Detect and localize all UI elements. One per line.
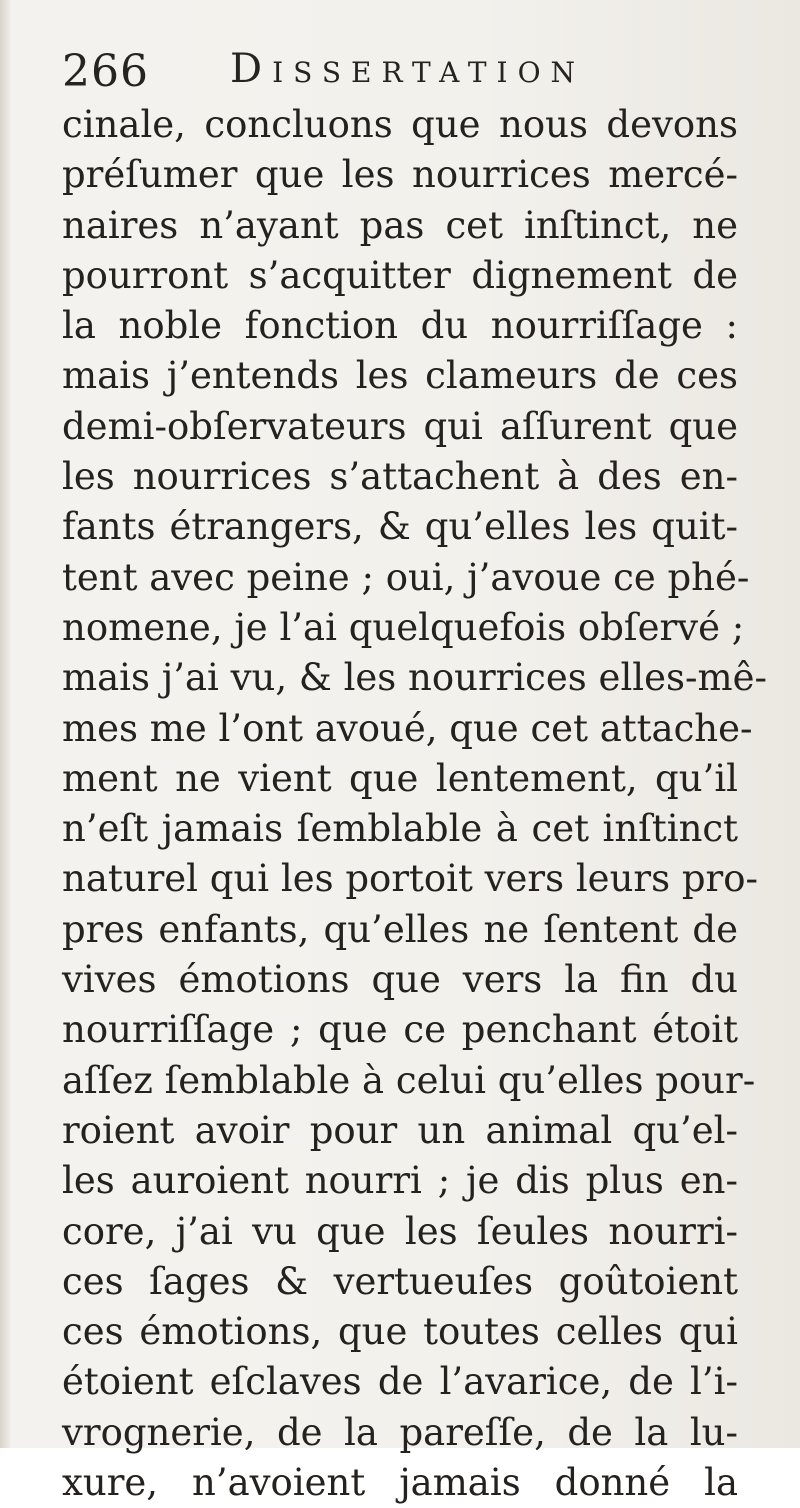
text-line: ces émotions, que toutes celles qui — [62, 1310, 738, 1354]
page-header — [62, 44, 762, 104]
text-line: core, j’ai vu que les ſeules nourri- — [62, 1209, 738, 1253]
text-line: naires n’ayant pas cet inſtinct, ne — [62, 203, 738, 247]
text-line: xure, n’avoient jamais donné la — [62, 1461, 738, 1505]
text-line: les nourrices s’attachent à des en- — [62, 455, 738, 499]
text-line: pres enfants, qu’elles ne ſentent de — [62, 907, 738, 951]
text-line: nomene, je l’ai quelquefois obſervé ; — [62, 605, 745, 649]
text-line: les auroient nourri ; je dis plus en- — [62, 1159, 738, 1203]
text-line: mais j’ai vu, & les nourrices elles-mê- — [62, 656, 767, 700]
text-line: mes me l’ont avoué, que cet attache- — [62, 706, 753, 750]
text-line: préſumer que les nourrices mercé- — [62, 153, 738, 197]
text-line: naturel qui les portoit vers leurs pro- — [62, 857, 758, 901]
text-line: fants étrangers, & qu’elles les quit- — [62, 505, 738, 549]
page-gutter — [0, 0, 10, 1448]
text-line: cinale, concluons que nous devons — [62, 103, 738, 146]
text-line: la noble fonction du nourriſſage : — [62, 304, 738, 348]
body-text — [62, 100, 767, 1508]
running-title: Dissertation — [230, 46, 586, 92]
text-line: vrognerie, de la pareſſe, de la lu- — [62, 1410, 738, 1454]
text-line: ment ne vient que lentement, qu’il — [62, 756, 738, 800]
text-line: nourriſſage ; que ce penchant étoit — [62, 1008, 738, 1052]
text-line: ces ſages & vertueuſes goûtoient — [62, 1259, 738, 1303]
text-line: demi-obſervateurs qui aſſurent que — [62, 404, 738, 448]
page-number: 266 — [62, 46, 149, 97]
text-line: mais j’entends les clameurs de ces — [62, 354, 738, 398]
text-line: vives émotions que vers la fin du — [62, 958, 738, 1002]
text-line: n’eſt jamais ſemblable à cet inſtinct — [62, 807, 738, 851]
text-line: roient avoir pour un animal qu’el- — [62, 1108, 738, 1152]
text-line: étoient eſclaves de l’avarice, de l’i- — [62, 1360, 738, 1404]
text-line: tent avec peine ; oui, j’avoue ce phé- — [62, 555, 750, 599]
text-line: aſſez ſemblable à celui qu’elles pour- — [62, 1058, 756, 1102]
text-line: pourront s’acquitter dignement de — [62, 253, 738, 297]
